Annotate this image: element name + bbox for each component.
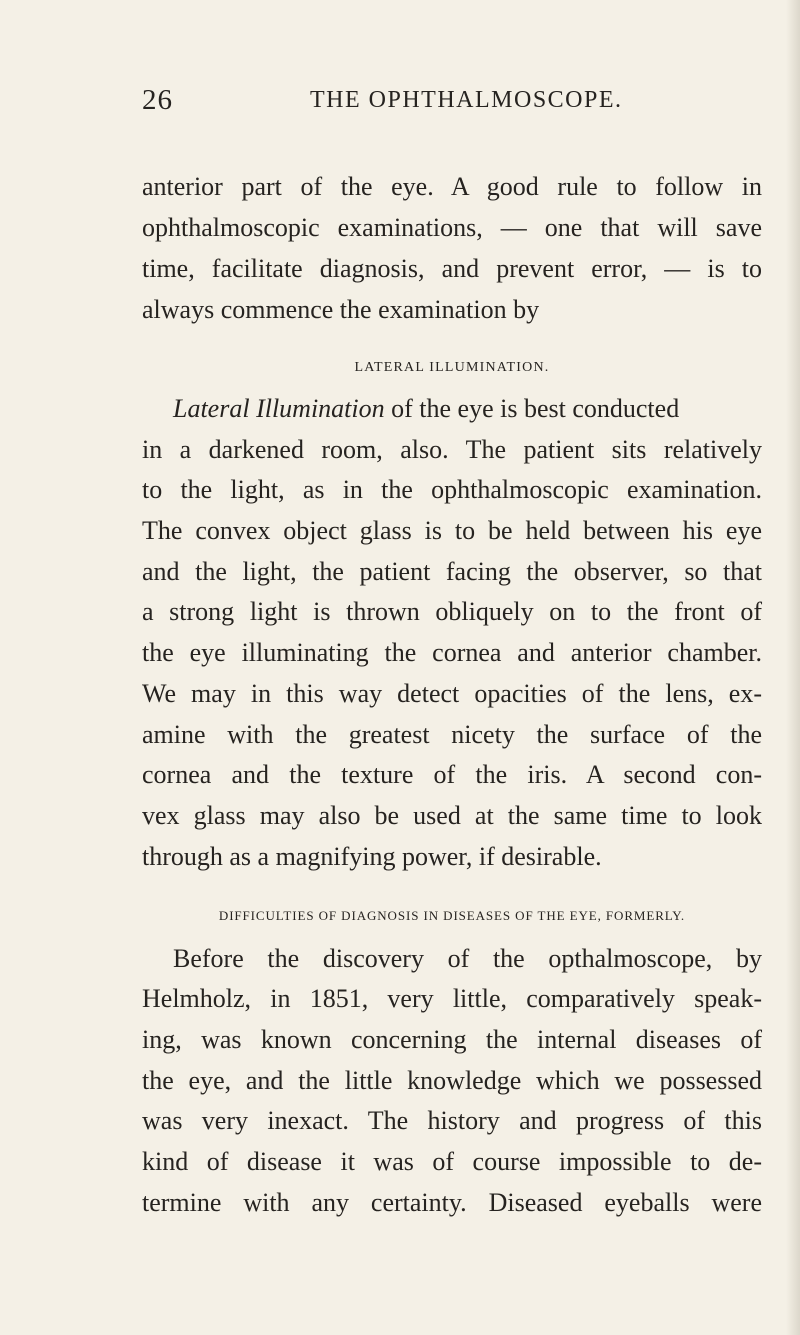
text-line: was very inexact. The history and progress of this bbox=[142, 1106, 762, 1135]
text-line: amine with the greatest nicety the surface of the bbox=[142, 720, 762, 749]
italic-term: Lateral Illumination bbox=[173, 394, 385, 423]
text-line: to the light, as in the ophthalmoscopic examination. bbox=[142, 475, 762, 504]
text-line: cornea and the texture of the iris. A second con- bbox=[142, 760, 762, 789]
page-header bbox=[142, 84, 762, 124]
text-line: We may in this way detect opacities of the lens, ex- bbox=[142, 679, 762, 708]
text-line-first bbox=[173, 396, 762, 422]
text-line: anterior part of the eye. A good rule to follow in bbox=[142, 172, 762, 201]
text-line: The convex object glass is to be held between his eye bbox=[142, 516, 762, 545]
text-line: termine with any certainty. Diseased eyeballs were bbox=[142, 1188, 762, 1217]
page-number: 26 bbox=[142, 84, 173, 116]
section-heading-lateral-illumination: LATERAL ILLUMINATION. bbox=[354, 360, 550, 375]
running-title: THE OPHTHALMOSCOPE. bbox=[310, 87, 623, 113]
page-edge-shadow bbox=[786, 0, 800, 1335]
text-line: ophthalmoscopic examinations, — one that will save bbox=[142, 213, 762, 242]
text-line: through as a magnifying power, if desirable. bbox=[142, 842, 602, 871]
text-line: the eye, and the little knowledge which we possessed bbox=[142, 1066, 762, 1095]
text-line: Before the discovery of the opthalmoscope, by bbox=[173, 944, 762, 973]
text-line: and the light, the patient facing the observer, so that bbox=[142, 557, 762, 586]
text-line: a strong light is thrown obliquely on to the front of bbox=[142, 597, 762, 626]
text-line: always commence the examination by bbox=[142, 295, 540, 324]
text-span: of the eye is best conducted bbox=[384, 394, 680, 423]
text-line: the eye illuminating the cornea and anterior chamber. bbox=[142, 638, 762, 667]
text-line: in a darkened room, also. The patient sits relatively bbox=[142, 435, 762, 464]
text-line: ing, was known concerning the internal diseases of bbox=[142, 1025, 762, 1054]
text-line: kind of disease it was of course impossible to de- bbox=[142, 1147, 762, 1176]
text-line: Helmholz, in 1851, very little, comparatively speak- bbox=[142, 984, 762, 1013]
section-heading-difficulties: DIFFICULTIES OF DIAGNOSIS IN DISEASES OF THE EYE, FORMERLY. bbox=[218, 908, 686, 923]
text-line: vex glass may also be used at the same time to look bbox=[142, 801, 762, 830]
text-line: time, facilitate diagnosis, and prevent error, — is to bbox=[142, 254, 762, 283]
